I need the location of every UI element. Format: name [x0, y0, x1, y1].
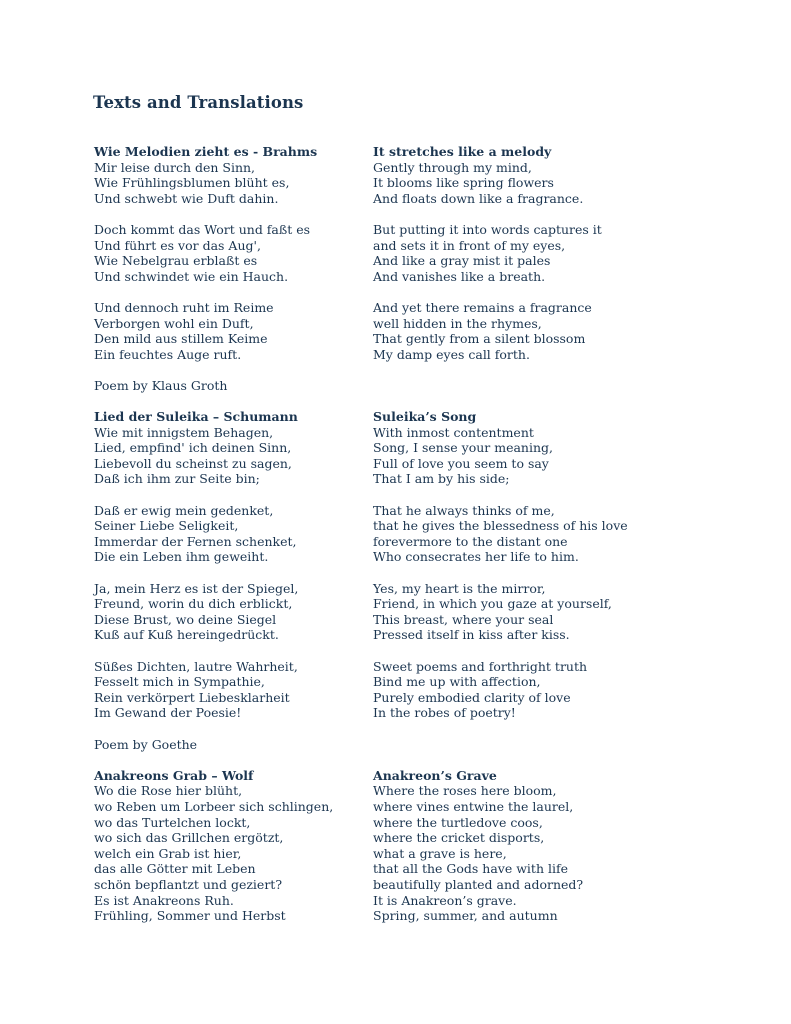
- poem-line: what a grave is here,: [373, 845, 507, 861]
- poem-line: Lied, empfind' ich deinen Sinn,: [94, 440, 292, 456]
- poem-line: That gently from a silent blossom: [373, 331, 586, 347]
- poem-line: Und schwindet wie ein Hauch.: [94, 268, 289, 284]
- poem-line: Friend, in which you gaze at yourself,: [373, 596, 612, 612]
- poem-line: That he always thinks of me,: [373, 502, 555, 518]
- poem-line: It blooms like spring flowers: [373, 175, 554, 191]
- english-column: [373, 144, 673, 924]
- poem-line: Verborgen wohl ein Duft,: [94, 315, 254, 331]
- poem-line: Den mild aus stillem Keime: [94, 331, 268, 347]
- poem-line: that all the Gods have with life: [373, 861, 568, 877]
- song-schumann-german: [94, 409, 364, 768]
- poem-line: Wie Frühlingsblumen blüht es,: [94, 175, 290, 191]
- poem-line: Yes, my heart is the mirror,: [373, 580, 546, 596]
- poem-line: schön bepflantzt und geziert?: [94, 876, 283, 892]
- poem-line: Und führt es vor das Aug',: [94, 237, 261, 253]
- poem-line: That I am by his side;: [373, 471, 510, 487]
- poem-line: Süßes Dichten, lautre Wahrheit,: [94, 658, 298, 674]
- page-title: Texts and Translations: [93, 93, 304, 112]
- poem-line: Daß ich ihm zur Seite bin;: [94, 471, 260, 487]
- song-heading: Suleika’s Song: [373, 409, 477, 425]
- poem-line: Freund, worin du dich erblickt,: [94, 596, 293, 612]
- song-schumann-english: [373, 409, 673, 768]
- song-heading: Wie Melodien zieht es - Brahms: [94, 144, 318, 159]
- poem-line: well hidden in the rhymes,: [373, 315, 542, 331]
- poem-line: Ja, mein Herz es ist der Spiegel,: [94, 580, 299, 596]
- song-heading: Anakreons Grab – Wolf: [94, 767, 254, 783]
- poem-line: Und dennoch ruht im Reime: [94, 299, 274, 315]
- poem-line: Fesselt mich in Sympathie,: [94, 674, 265, 690]
- poem-line: wo das Turtelchen lockt,: [94, 814, 251, 830]
- poem-line: Diese Brust, wo deine Siegel: [94, 611, 277, 627]
- poem-line: Ein feuchtes Auge ruft.: [94, 346, 242, 362]
- poem-line: where the cricket disports,: [373, 830, 545, 846]
- poem-line: and sets it in front of my eyes,: [373, 237, 566, 253]
- song-wolf-english: [373, 768, 673, 924]
- poem-line: Wie mit innigstem Behagen,: [94, 424, 274, 440]
- poem-line: In the robes of poetry!: [373, 705, 516, 721]
- poem-line: Bind me up with affection,: [373, 674, 541, 690]
- poem-line: where the turtledove coos,: [373, 814, 543, 830]
- song-brahms-english: [373, 144, 673, 409]
- poem-line: And yet there remains a fragrance: [373, 299, 592, 315]
- poem-line: Gently through my mind,: [373, 159, 532, 175]
- poem-line: Mir leise durch den Sinn,: [94, 159, 256, 175]
- poem-line: And like a gray mist it pales: [373, 253, 551, 269]
- poem-line: And vanishes like a breath.: [373, 268, 546, 284]
- poem-line: Spring, summer, and autumn: [373, 908, 558, 924]
- poem-line: Purely embodied clarity of love: [373, 689, 571, 705]
- poem-line: welch ein Grab ist hier,: [94, 845, 242, 861]
- poem-line: das alle Götter mit Leben: [94, 861, 256, 877]
- poem-line: This breast, where your seal: [373, 611, 554, 627]
- song-heading: It stretches like a melody: [373, 144, 552, 159]
- poem-line: beautifully planted and adorned?: [373, 876, 584, 892]
- poem-line: forevermore to the distant one: [373, 533, 568, 549]
- poem-line: wo sich das Grillchen ergötzt,: [94, 830, 284, 846]
- poem-line: Wo die Rose hier blüht,: [94, 783, 243, 799]
- poem-line: where vines entwine the laurel,: [373, 798, 574, 814]
- poem-line: Rein verkörpert Liebesklarheit: [94, 689, 290, 705]
- poem-line: My damp eyes call forth.: [373, 346, 530, 362]
- poem-line: Wie Nebelgrau erblaßt es: [94, 253, 258, 269]
- poem-line: wo Reben um Lorbeer sich schlingen,: [94, 798, 334, 814]
- poem-line: Es ist Anakreons Ruh.: [94, 892, 234, 908]
- poem-line: Full of love you seem to say: [373, 455, 549, 471]
- poem-line: Kuß auf Kuß hereingedrückt.: [94, 627, 279, 643]
- poem-line: Song, I sense your meaning,: [373, 440, 554, 456]
- poem-line: Liebevoll du scheinst zu sagen,: [94, 455, 292, 471]
- poem-line: Und schwebt wie Duft dahin.: [94, 190, 279, 206]
- poem-line: With inmost contentment: [373, 424, 534, 440]
- poem-line: that he gives the blessedness of his love: [373, 518, 628, 534]
- poem-line: Who consecrates her life to him.: [373, 549, 579, 565]
- song-wolf-german: [94, 768, 364, 924]
- poem-line: Frühling, Sommer und Herbst: [94, 908, 286, 924]
- poem-line: Immerdar der Fernen schenket,: [94, 533, 297, 549]
- poem-line: And floats down like a fragrance.: [373, 190, 584, 206]
- song-brahms-german: [94, 144, 364, 409]
- poem-line: Seiner Liebe Seligkeit,: [94, 518, 239, 534]
- poem-line: Im Gewand der Poesie!: [94, 705, 242, 721]
- song-heading: Lied der Suleika – Schumann: [94, 409, 298, 425]
- poem-line: But putting it into words captures it: [373, 221, 602, 237]
- poem-line: Die ein Leben ihm geweiht.: [94, 549, 269, 565]
- poem-line: Sweet poems and forthright truth: [373, 658, 588, 674]
- german-column: [94, 144, 364, 924]
- poem-line: Pressed itself in kiss after kiss.: [373, 627, 570, 643]
- poem-credit: Poem by Goethe: [94, 736, 198, 752]
- poem-credit: Poem by Klaus Groth: [94, 377, 228, 393]
- poem-line: It is Anakreon’s grave.: [373, 892, 517, 908]
- song-heading: Anakreon’s Grave: [373, 767, 497, 783]
- poem-line: Daß er ewig mein gedenket,: [94, 502, 274, 518]
- poem-line: Where the roses here bloom,: [373, 783, 557, 799]
- poem-line: Doch kommt das Wort und faßt es: [94, 221, 311, 237]
